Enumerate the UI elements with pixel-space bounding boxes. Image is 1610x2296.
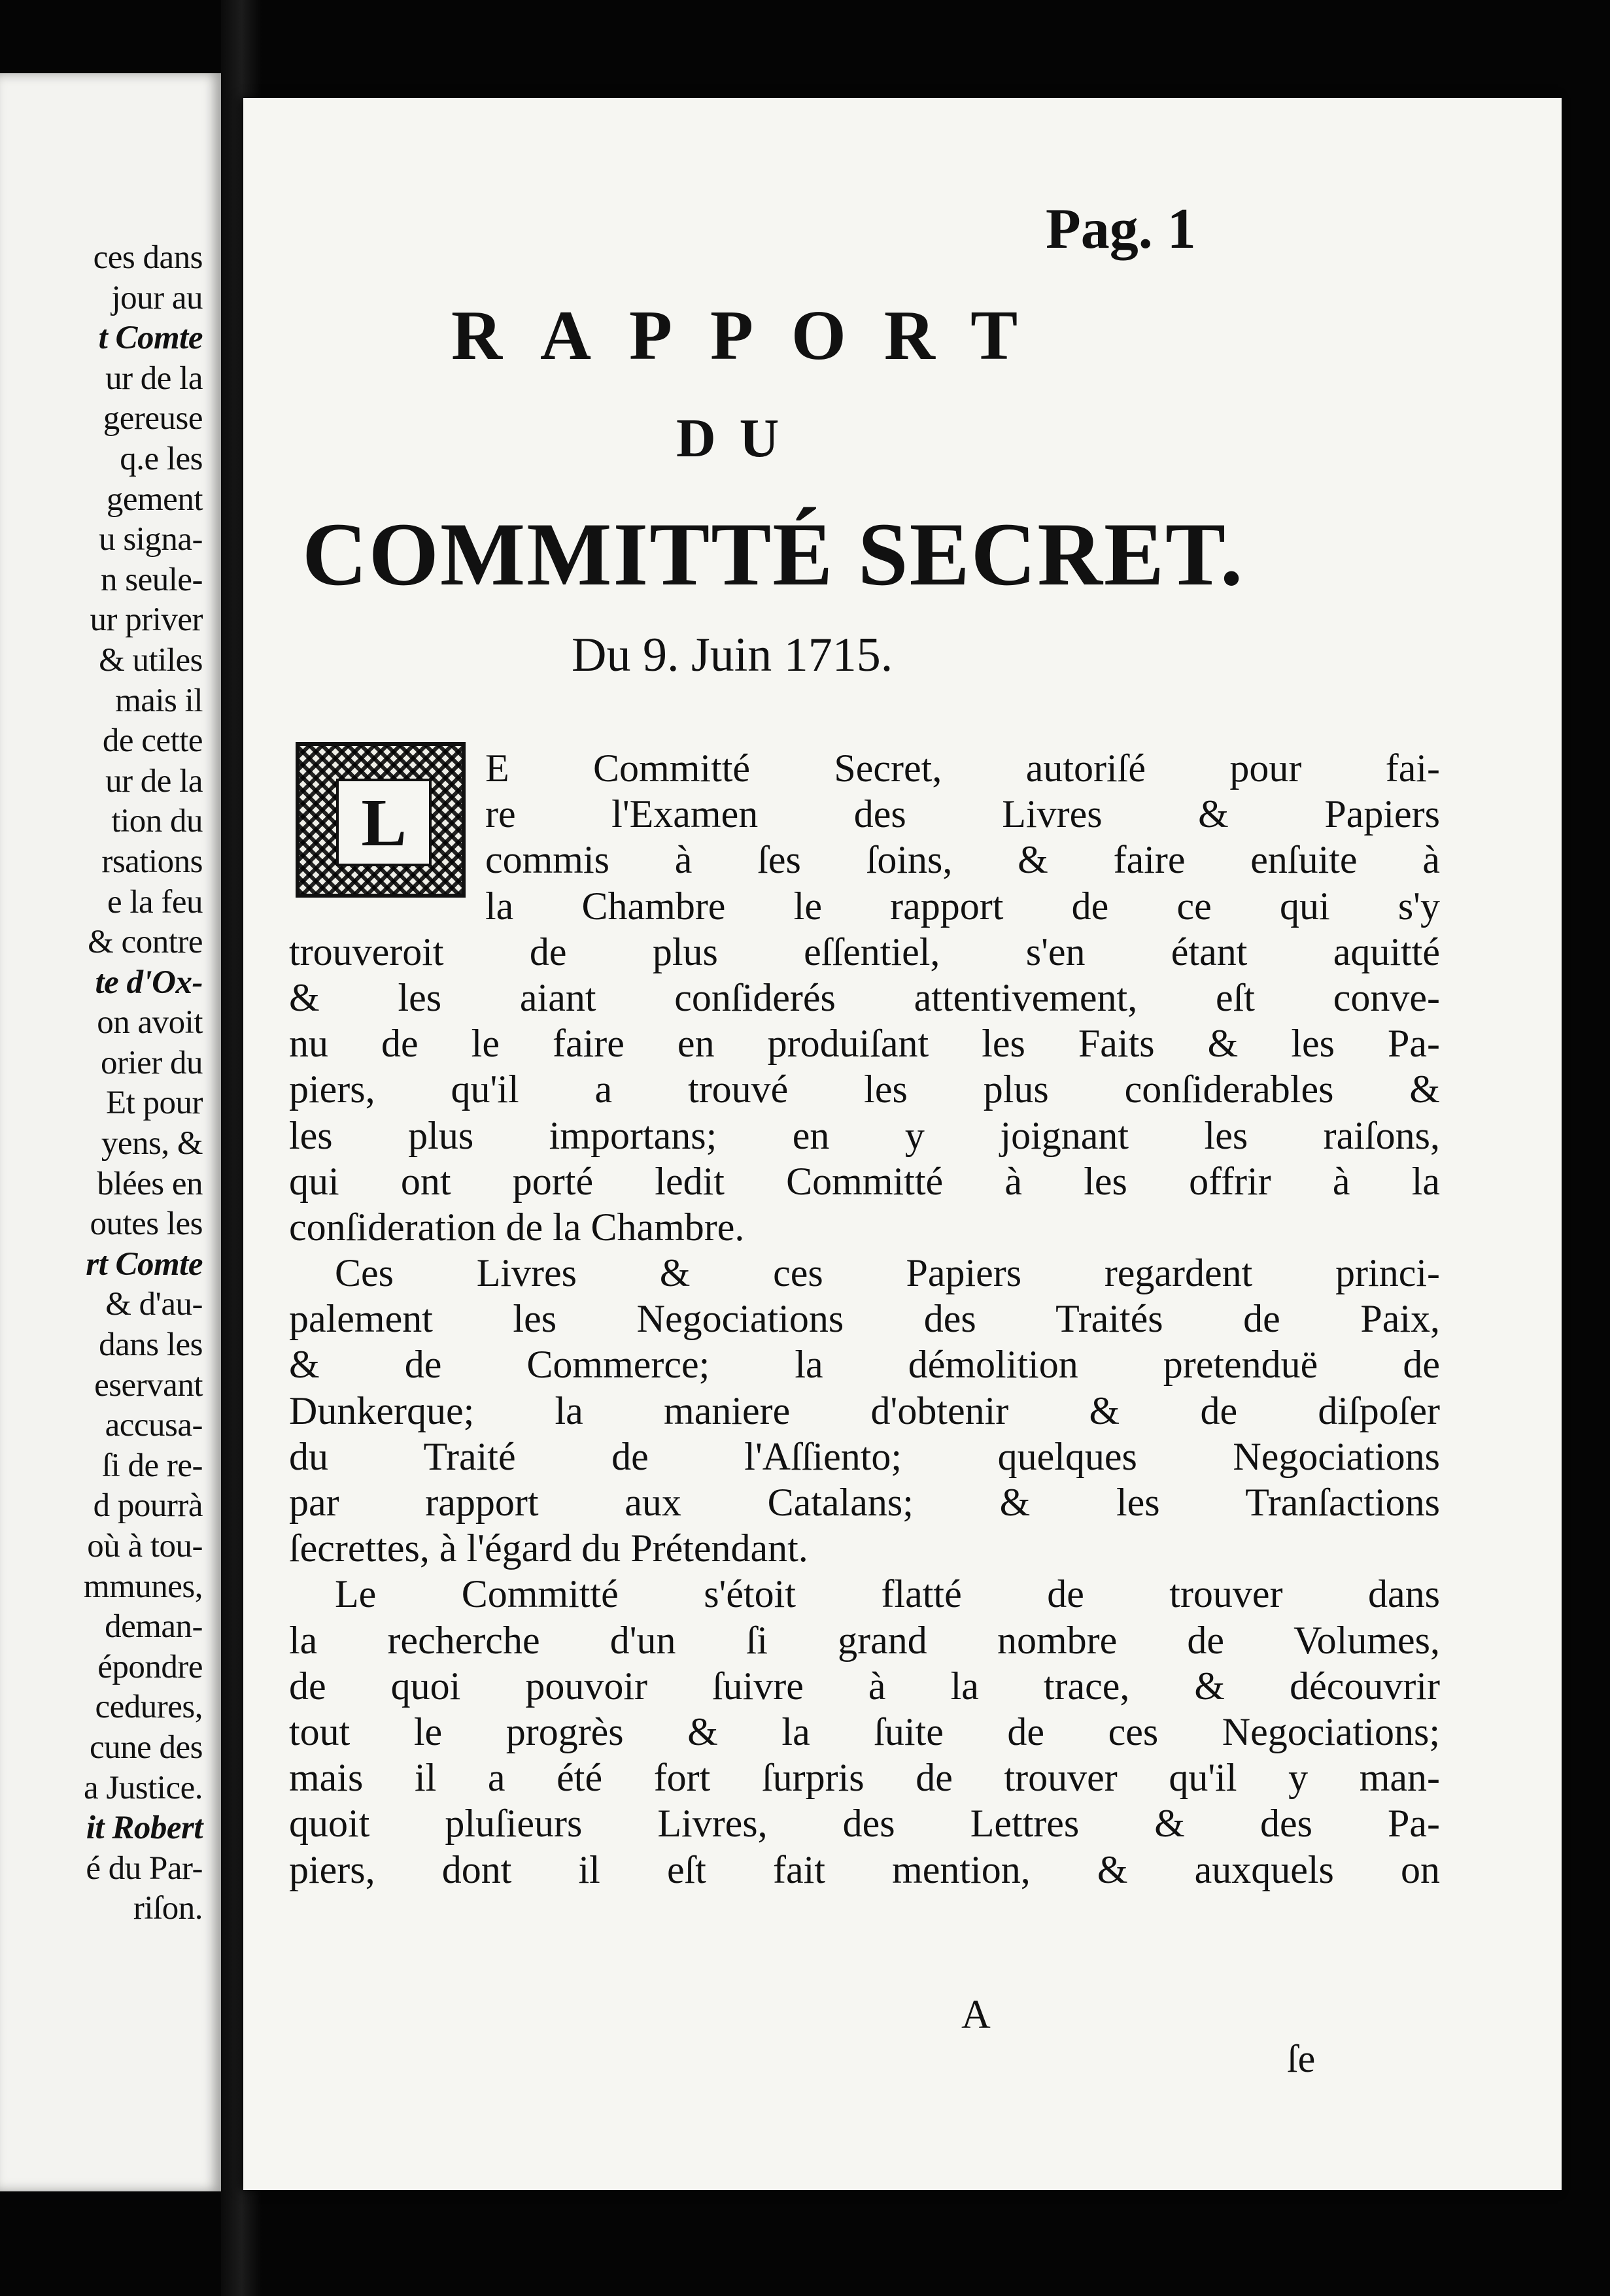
previous-page-line: Et pour (105, 1085, 203, 1122)
body-line: re l'Examen des Livres & Papiers (485, 792, 1440, 836)
body-line: trouveroit de plus eſſentiel, s'en étant aquitté (289, 930, 1440, 973)
previous-page-line: mmunes, (83, 1568, 203, 1605)
body-line: par rapport aux Catalans; & les Tranſactions (289, 1481, 1440, 1524)
body-line: Ces Livres & ces Papiers regardent princi- (335, 1251, 1440, 1295)
previous-page-line: mais il (115, 682, 203, 719)
previous-page-line: it Robert (86, 1810, 203, 1847)
title-committe-secret: COMMITTÉ SECRET. (302, 504, 1244, 604)
body-line: de quoi pouvoir ſuivre à la trace, & découvrir (289, 1664, 1440, 1708)
previous-page-line: & d'au- (105, 1286, 203, 1323)
previous-page-strip (0, 73, 221, 2191)
previous-page-line: & contre (88, 924, 203, 961)
previous-page-line: ur priver (90, 601, 203, 639)
body-line: tout le progrès & la ſuite de ces Negociations; (289, 1710, 1440, 1753)
body-line: & les aiant conſiderés attentivement, eſt conve- (289, 975, 1440, 1019)
previous-page-line: é du Par- (86, 1849, 203, 1887)
previous-page-line: rt Comte (86, 1245, 203, 1283)
previous-page-line: u signa- (99, 521, 203, 558)
previous-page-line: e la feu (107, 883, 203, 920)
body-line: qui ont porté ledit Committé à les offrir à la (289, 1159, 1440, 1203)
previous-page-line: ces dans (93, 239, 203, 276)
previous-page-line: gereuse (103, 400, 203, 437)
previous-page-line: riſon. (133, 1890, 203, 1927)
previous-page-line: a Justice. (84, 1769, 203, 1806)
previous-page-line: dans les (99, 1326, 203, 1364)
previous-page-line: t Comte (98, 320, 203, 357)
body-line: quoit pluſieurs Livres, des Lettres & des Pa- (289, 1802, 1440, 1846)
document-page (243, 98, 1562, 2190)
body-line: & de Commerce; la démolition pretenduë de (289, 1343, 1440, 1387)
previous-page-line: deman- (105, 1608, 203, 1646)
previous-page-line: te d'Ox- (95, 964, 203, 1001)
previous-page-line: gement (106, 481, 203, 518)
previous-page-line: rsations (101, 843, 203, 880)
previous-page-line: on avoit (97, 1004, 203, 1041)
previous-page-line: accusa- (105, 1407, 203, 1444)
title-rapport: RAPPORT (451, 297, 1056, 375)
page-number: Pag. 1 (1046, 197, 1196, 261)
body-line: Le Committé s'étoit flatté de trouver dans (335, 1572, 1440, 1616)
body-line: ſecrettes, à l'égard du Prétendant. (289, 1527, 808, 1570)
previous-page-line: orier du (100, 1044, 203, 1081)
previous-page-line: tion du (111, 803, 203, 840)
body-line: mais il a été fort ſurpris de trouver qu'il y man- (289, 1756, 1440, 1800)
previous-page-line: blées en (97, 1165, 203, 1202)
previous-page-line: cune des (89, 1729, 203, 1766)
previous-page-line: épondre (97, 1648, 203, 1685)
previous-page-line: de cette (102, 722, 203, 760)
previous-page-line: & utiles (99, 641, 203, 679)
previous-page-line: n seule- (100, 561, 203, 598)
previous-page-text (0, 238, 203, 1929)
body-line: commis à ſes ſoins, & faire enſuite à (485, 838, 1440, 882)
body-line: Dunkerque; la maniere d'obtenir & de diſpoſer (289, 1389, 1440, 1432)
body-line: piers, dont il eſt fait mention, & auxquels on (289, 1848, 1440, 1891)
previous-page-line: q.e les (120, 440, 203, 477)
catchword: ſe (1287, 2037, 1316, 2080)
body-line: les plus importans; en y joignant les raiſons, (289, 1113, 1440, 1157)
signature-mark: A (961, 1993, 991, 2037)
previous-page-line: ur de la (105, 762, 203, 800)
previous-page-line: outes les (90, 1206, 203, 1243)
previous-page-line: où à tou- (87, 1528, 203, 1564)
previous-page-line: ſi de re- (101, 1447, 203, 1484)
body-line: E Committé Secret, autoriſé pour fai- (485, 747, 1440, 790)
body-line: du Traité de l'Aſſiento; quelques Negociations (289, 1434, 1440, 1478)
previous-page-line: eservant (94, 1366, 203, 1404)
body-line: nu de le faire en produiſant les Faits & les Pa- (289, 1022, 1440, 1066)
body-line: conſideration de la Chambre. (289, 1205, 745, 1249)
previous-page-line: jour au (111, 279, 203, 316)
previous-page-line: d pourrà (93, 1487, 203, 1525)
body-line: piers, qu'il a trouvé les plus conſiderables & (289, 1068, 1440, 1111)
previous-page-line: cedures, (95, 1689, 203, 1726)
body-line: palement les Negociations des Traités de Paix, (289, 1297, 1440, 1341)
body-text (289, 745, 1440, 1893)
body-line: la Chambre le rapport de ce qui s'y (485, 884, 1440, 928)
date-line: Du 9. Juin 1715. (572, 628, 893, 682)
previous-page-line: yens, & (101, 1125, 203, 1162)
previous-page-line: ur de la (105, 360, 203, 397)
show-through-text (583, 196, 592, 238)
title-du: DU (676, 408, 803, 469)
body-line: la recherche d'un ſi grand nombre de Volumes, (289, 1618, 1440, 1662)
drop-cap-letter: L (336, 779, 432, 866)
